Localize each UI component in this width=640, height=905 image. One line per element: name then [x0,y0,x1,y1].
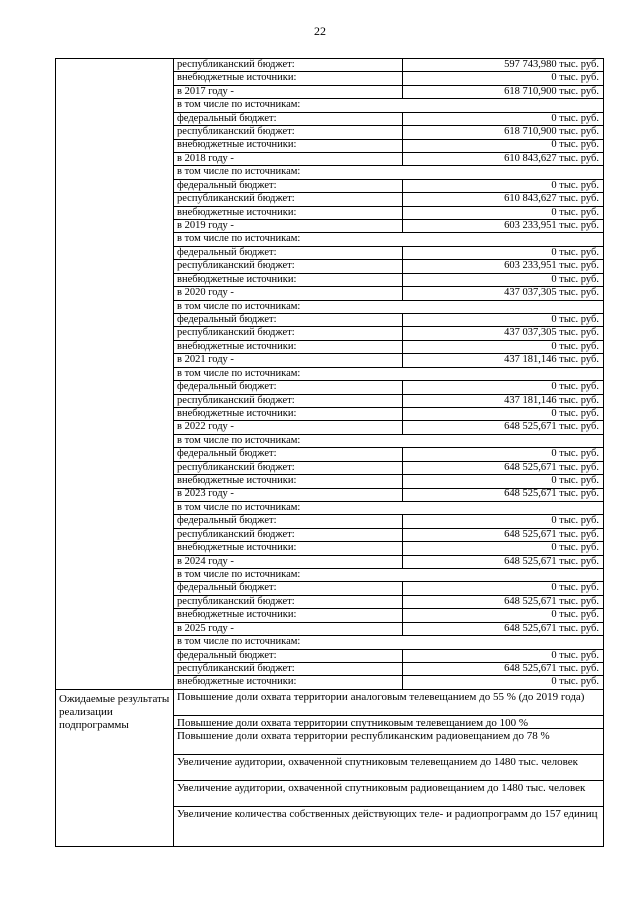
expected-results-section [55,690,604,847]
financing-row [174,354,603,367]
financing-row [174,421,603,434]
financing-row-label: федеральный бюджет: [177,246,277,258]
financing-row-value: 0 тыс. руб. [402,207,603,219]
financing-row-label: республиканский бюджет: [177,126,295,138]
financing-row-label: республиканский бюджет: [177,260,295,272]
financing-row-label: федеральный бюджет: [177,515,277,527]
financing-row-label: внебюджетные источники: [177,609,297,621]
financing-row-label: внебюджетные источники: [177,139,297,151]
financing-row-label: внебюджетные источники: [177,206,297,218]
financing-row [174,153,603,166]
financing-row-label: в том числе по источникам: [177,434,301,446]
financing-row-label: внебюджетные источники: [177,340,297,352]
financing-row [174,193,603,206]
financing-row-value: 437 181,146 тыс. руб. [402,354,603,366]
financing-row-label: в 2022 году - [177,421,234,433]
financing-row-value: 0 тыс. руб. [402,582,603,594]
financing-row [174,663,603,676]
financing-row [174,140,603,153]
financing-row [174,341,603,354]
financing-row-label: в том числе по источникам: [177,569,301,580]
result-item: Увеличение аудитории, охваченной спутниковым телевещанием до 1480 тыс. человек [174,755,603,781]
financing-row [174,556,603,569]
financing-row-label: республиканский бюджет: [177,662,295,674]
financing-row-value: 437 181,146 тыс. руб. [402,395,603,407]
financing-row-value [402,435,603,447]
financing-row-label: в 2024 году - [177,555,234,567]
financing-row-value: 0 тыс. руб. [402,72,603,84]
financing-row [174,650,603,663]
financing-row-value: 0 тыс. руб. [402,408,603,420]
financing-row [174,676,603,688]
financing-row-label: федеральный бюджет: [177,112,277,124]
financing-row-value: 0 тыс. руб. [402,140,603,152]
financing-row-label: внебюджетные источники: [177,72,297,84]
financing-row-value: 0 тыс. руб. [402,381,603,393]
financing-row-value: 618 710,900 тыс. руб. [402,86,603,98]
financing-row-value: 0 тыс. руб. [402,314,603,326]
financing-row-value: 648 525,671 тыс. руб. [402,556,603,568]
financing-row [174,395,603,408]
financing-row [174,260,603,273]
result-item: Повышение доли охвата территории республиканским радиовещанием до 78 % [174,729,603,755]
financing-row-value [402,502,603,514]
financing-row [174,301,603,314]
financing-row-value: 0 тыс. руб. [402,247,603,259]
financing-row [174,515,603,528]
financing-row-value: 0 тыс. руб. [402,515,603,527]
financing-row-label: в 2023 году - [177,488,234,500]
financing-row-value: 437 037,305 тыс. руб. [402,287,603,299]
financing-row-label: в 2021 году - [177,354,234,366]
financing-row [174,113,603,126]
financing-row-value [402,368,603,380]
financing-row [174,314,603,327]
financing-row-value: 648 525,671 тыс. руб. [402,489,603,501]
financing-row [174,623,603,636]
financing-row [174,99,603,112]
financing-row-value: 0 тыс. руб. [402,475,603,487]
result-item: Увеличение аудитории, охваченной спутниковым радиовещанием до 1480 тыс. человек [174,781,603,807]
financing-row-label: внебюджетные источники: [177,407,297,419]
financing-row-value: 597 743,980 тыс. руб. [402,59,603,71]
financing-row [174,287,603,300]
financing-row [174,368,603,381]
result-item: Увеличение количества собственных действующих теле- и радиопрограмм до 157 единиц [177,808,598,820]
expected-results-label: Ожидаемые результаты реализации подпрограммы [56,690,174,846]
financing-row-label: внебюджетные источники: [177,475,297,487]
result-item: Повышение доли охвата территории аналоговым телевещанием до 55 % (до 2019 года) [174,690,603,716]
financing-row [174,247,603,260]
financing-row-value: 0 тыс. руб. [402,650,603,662]
financing-row-value: 648 525,671 тыс. руб. [402,529,603,541]
financing-row [174,207,603,220]
financing-row-label: в том числе по источникам: [177,233,301,245]
financing-row-label: в 2025 году - [177,622,234,634]
financing-row [174,381,603,394]
financing-row-label: республиканский бюджет: [177,59,295,70]
financing-row-label: в том числе по источникам: [177,501,301,513]
financing-row-value: 603 233,951 тыс. руб. [402,220,603,232]
financing-row-value: 0 тыс. руб. [402,113,603,125]
financing-row-value: 0 тыс. руб. [402,448,603,460]
financing-row-value: 648 525,671 тыс. руб. [402,462,603,474]
financing-row-value: 648 525,671 тыс. руб. [402,623,603,635]
financing-row [174,220,603,233]
financing-row [174,435,603,448]
financing-row-label: федеральный бюджет: [177,448,277,460]
financing-row-label: в 2019 году - [177,220,234,232]
financing-row-value [402,166,603,178]
financing-row-value: 0 тыс. руб. [402,609,603,621]
financing-row-value: 437 037,305 тыс. руб. [402,327,603,339]
program-table [55,58,604,847]
financing-row-label: республиканский бюджет: [177,193,295,205]
financing-section [55,58,604,690]
financing-row-label: федеральный бюджет: [177,314,277,325]
financing-row [174,86,603,99]
financing-row-value: 648 525,671 тыс. руб. [402,596,603,608]
financing-row-value [402,233,603,245]
financing-row-label: федеральный бюджет: [177,649,277,661]
financing-row [174,489,603,502]
financing-row [174,59,603,72]
financing-row [174,596,603,609]
financing-row [174,408,603,421]
financing-row [174,166,603,179]
financing-row [174,609,603,622]
financing-row-label: федеральный бюджет: [177,179,277,191]
financing-row-label: внебюджетные источники: [177,273,297,285]
financing-row-value: 0 тыс. руб. [402,341,603,353]
expected-results-list [174,690,603,846]
financing-row-label: федеральный бюджет: [177,381,277,393]
financing-row-label: в том числе по источникам: [177,300,301,312]
page-number: 22 [314,24,326,38]
financing-row [174,462,603,475]
financing-row-label: федеральный бюджет: [177,582,277,594]
financing-row-value [402,99,603,111]
financing-row-value: 0 тыс. руб. [402,676,603,688]
financing-row [174,126,603,139]
financing-row-value: 648 525,671 тыс. руб. [402,421,603,433]
financing-row-label: республиканский бюджет: [177,327,295,339]
financing-row-label: внебюджетные источники: [177,676,297,688]
financing-row-value: 0 тыс. руб. [402,542,603,554]
financing-row [174,529,603,542]
financing-row [174,636,603,649]
financing-row-value: 0 тыс. руб. [402,274,603,286]
financing-row-label: внебюджетные источники: [177,542,297,554]
financing-row-label: в том числе по источникам: [177,636,301,648]
financing-row-label: в 2017 году - [177,85,234,97]
financing-row-label: республиканский бюджет: [177,461,295,473]
financing-row [174,475,603,488]
financing-row [174,274,603,287]
financing-row [174,327,603,340]
financing-row-value: 610 843,627 тыс. руб. [402,153,603,165]
financing-row [174,233,603,246]
financing-row-value: 0 тыс. руб. [402,180,603,192]
financing-row [174,180,603,193]
financing-row-label: в 2018 году - [177,152,234,164]
financing-row [174,582,603,595]
financing-row-value: 610 843,627 тыс. руб. [402,193,603,205]
result-item: Повышение доли охвата территории спутниковым телевещанием до 100 % [174,716,603,729]
financing-row-label: республиканский бюджет: [177,528,295,540]
financing-row [174,569,603,582]
financing-row-value [402,301,603,313]
financing-row-value [402,636,603,648]
financing-row-label: республиканский бюджет: [177,595,295,607]
financing-row-label: республиканский бюджет: [177,394,295,406]
financing-row [174,502,603,515]
financing-row [174,542,603,555]
financing-lines [174,59,603,689]
financing-row-value: 618 710,900 тыс. руб. [402,126,603,138]
financing-row [174,72,603,85]
financing-row-value: 603 233,951 тыс. руб. [402,260,603,272]
financing-row [174,448,603,461]
financing-label-cell [56,59,174,689]
financing-row-value [402,569,603,581]
financing-row-label: в том числе по источникам: [177,99,301,111]
financing-row-label: в 2020 году - [177,287,234,299]
financing-row-label: в том числе по источникам: [177,166,301,178]
financing-row-label: в том числе по источникам: [177,367,301,379]
financing-row-value: 648 525,671 тыс. руб. [402,663,603,675]
